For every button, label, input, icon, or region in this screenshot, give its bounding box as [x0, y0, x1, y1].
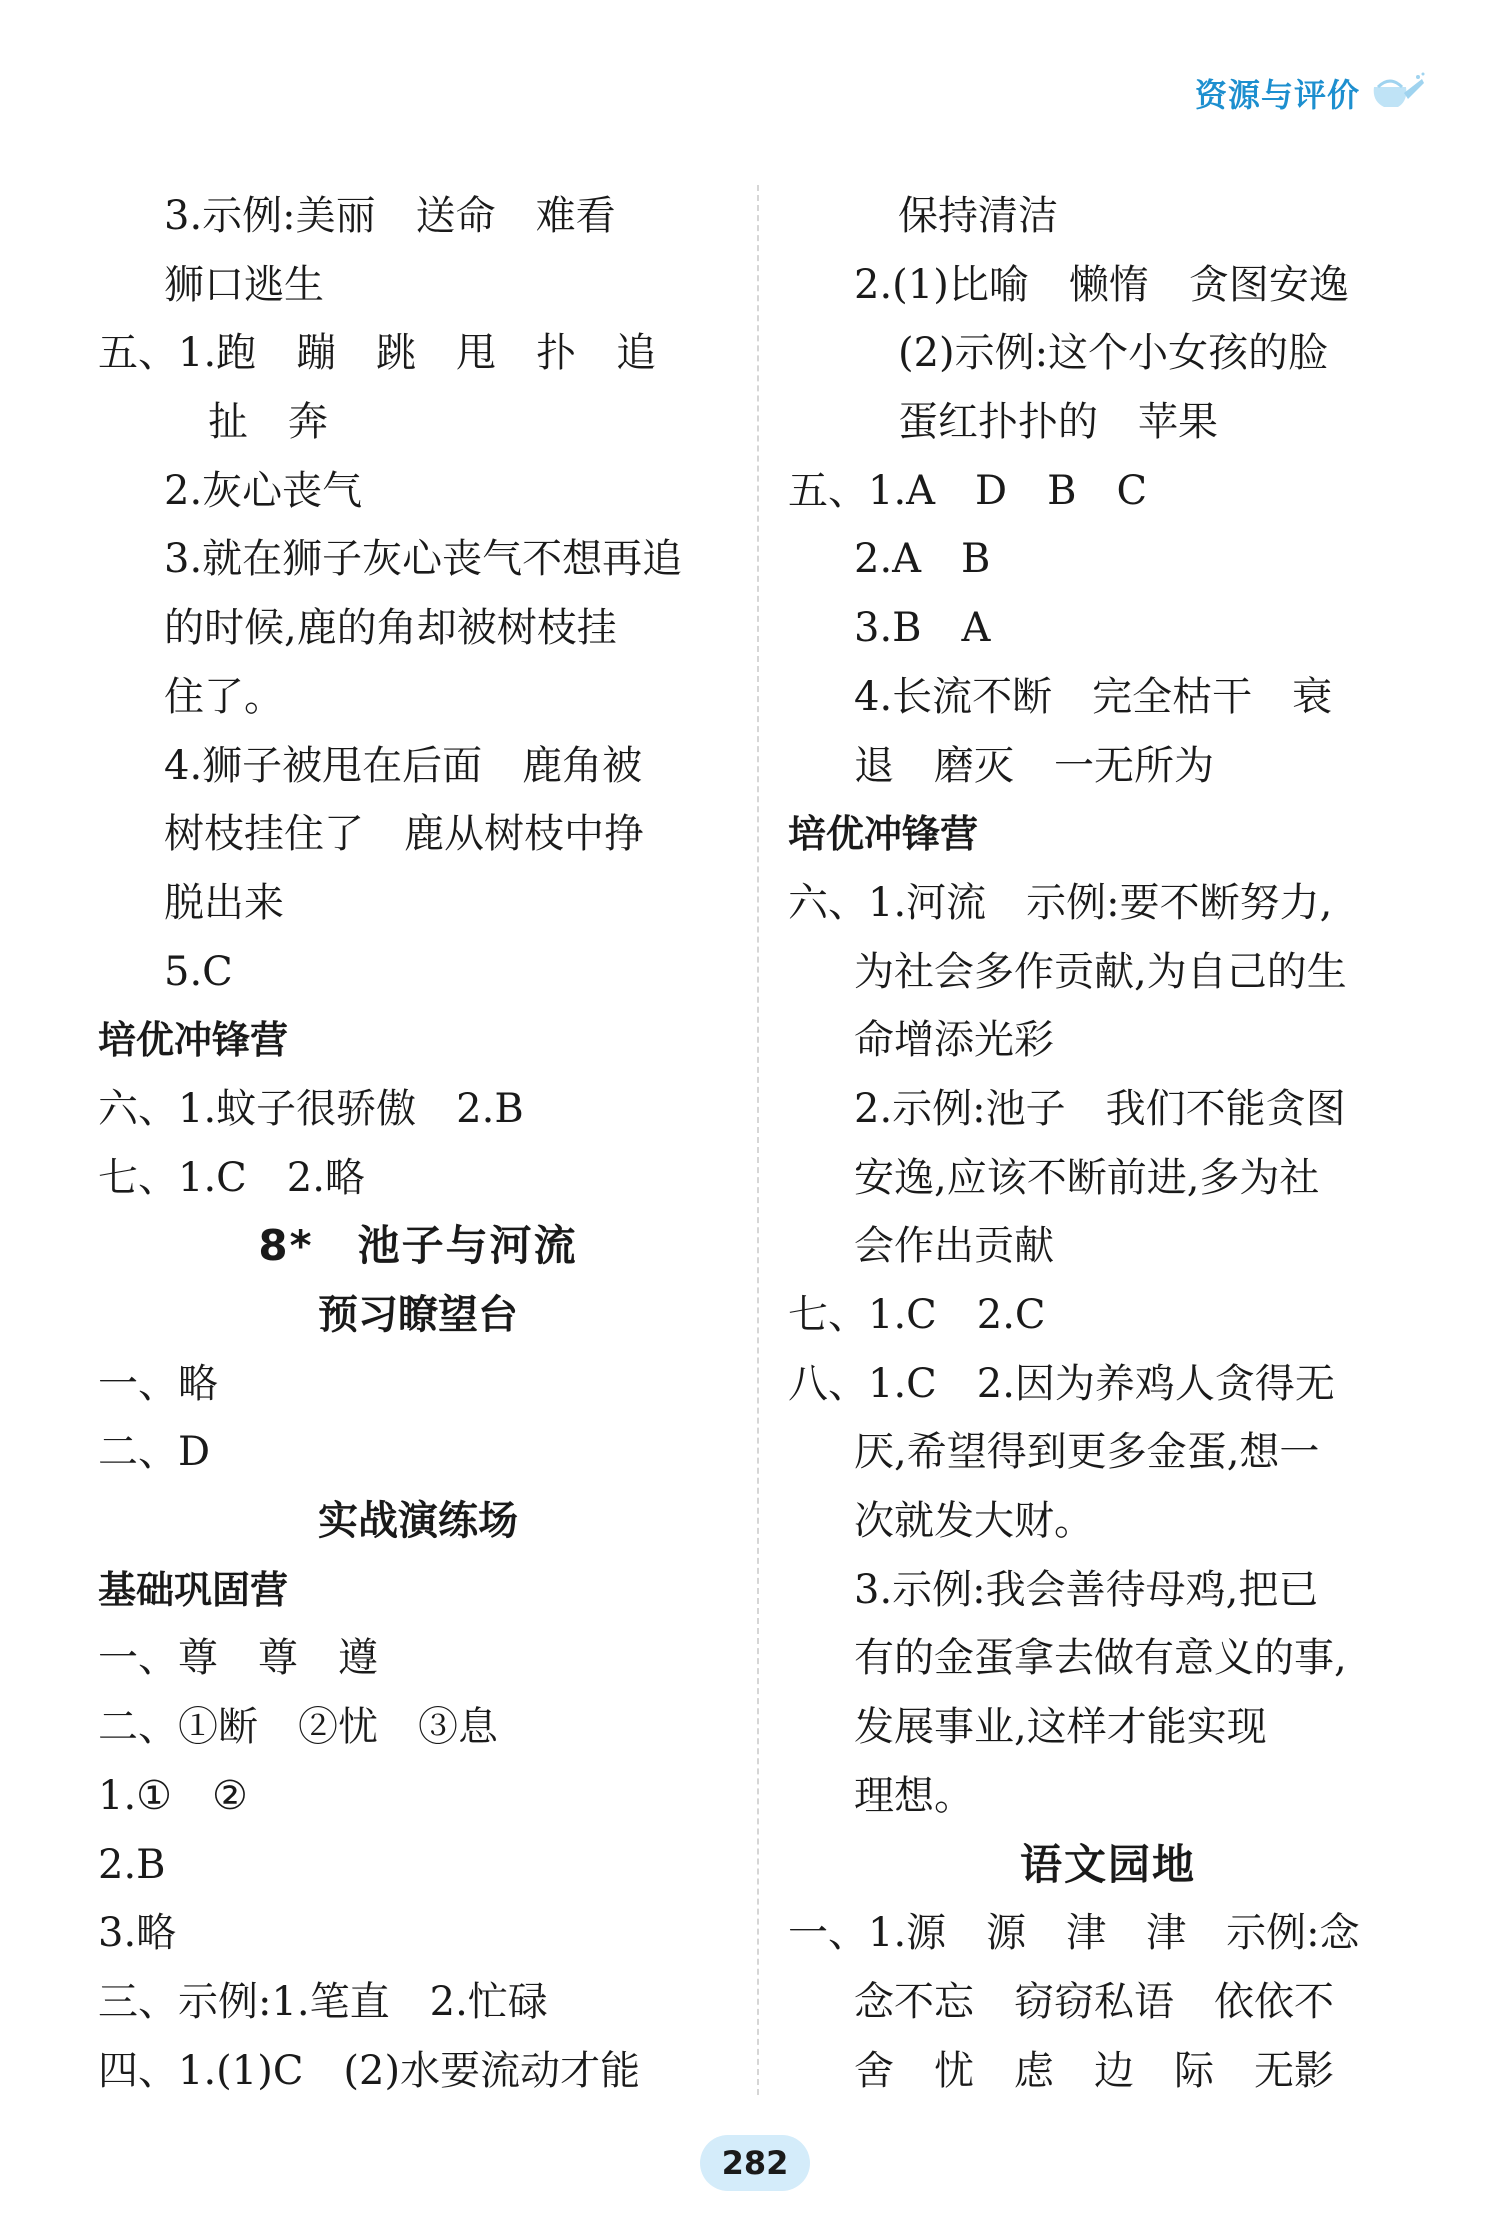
answer-line: 五、1.A D B C — [788, 467, 1148, 514]
answer-line: 次就发大财。 — [854, 1498, 1094, 1545]
answer-line: 二、D — [98, 1429, 211, 1476]
answer-line: 发展事业,这样才能实现 — [854, 1704, 1267, 1751]
answer-line: 2.A B — [854, 536, 991, 583]
answer-line: 3.B A — [854, 605, 991, 652]
answer-line: 树枝挂住了 鹿从树枝中挣 — [164, 811, 644, 858]
answer-line: 1.① ② — [98, 1772, 248, 1819]
section-heading: 基础巩固营 — [98, 1567, 289, 1612]
answer-line: 六、1.蚊子很骄傲 2.B — [98, 1085, 524, 1132]
answer-line: 2.灰心丧气 — [164, 467, 363, 514]
answer-line: 六、1.河流 示例:要不断努力, — [788, 879, 1333, 926]
answer-line: 3.示例:我会善待母鸡,把已 — [854, 1566, 1319, 1613]
answer-line: 二、①断 ②忧 ③息 — [98, 1704, 498, 1751]
answer-line: 5.C — [164, 948, 233, 995]
header-title: 资源与评价 — [1194, 76, 1360, 114]
answer-line: 2.B — [98, 1841, 166, 1888]
answer-line: 住了。 — [164, 673, 284, 720]
answer-line: 一、1.源 源 津 津 示例:念 — [788, 1910, 1360, 1957]
answer-line: 七、1.C 2.C — [788, 1292, 1046, 1338]
answer-line: 为社会多作贡献,为自己的生 — [854, 948, 1347, 995]
answer-line: 厌,希望得到更多金蛋,想一 — [854, 1429, 1320, 1476]
answer-line: 舍 忧 虑 边 际 无影 — [854, 2047, 1334, 2094]
answer-line: 安逸,应该不断前进,多为社 — [854, 1154, 1320, 1201]
left-column — [98, 182, 738, 2105]
answer-line: 退 磨灭 一无所为 — [854, 742, 1214, 789]
page-header — [1195, 70, 1426, 116]
column-divider — [757, 185, 759, 2095]
answer-line: 3.略 — [98, 1910, 177, 1957]
answer-line: 五、1.跑 蹦 跳 甩 扑 追 — [98, 330, 657, 377]
answer-line: 2.(1)比喻 懒惰 贪图安逸 — [854, 261, 1349, 308]
answer-line: 命增添光彩 — [854, 1017, 1054, 1064]
watering-can-icon — [1368, 71, 1426, 115]
answer-line: 会作出贡献 — [854, 1223, 1054, 1270]
answer-line: 脱出来 — [164, 879, 284, 926]
answer-line: 一、略 — [98, 1360, 218, 1407]
answer-line: 三、示例:1.笔直 2.忙碌 — [98, 1978, 548, 2025]
answer-line: 的时候,鹿的角却被树枝挂 — [164, 605, 617, 652]
answer-line: 3.就在狮子灰心丧气不想再追 — [164, 536, 683, 583]
answer-line: 蛋红扑扑的 苹果 — [898, 399, 1218, 446]
section-heading: 实战演练场 — [318, 1498, 518, 1545]
answer-line: 理想。 — [854, 1772, 974, 1819]
section-heading: 8* 池子与河流 — [258, 1221, 578, 1271]
answer-line: 扯 奔 — [208, 399, 328, 446]
answer-line: (2)示例:这个小女孩的脸 — [898, 330, 1329, 377]
answer-line: 4.狮子被甩在后面 鹿角被 — [164, 742, 643, 789]
answer-line: 七、1.C 2.略 — [98, 1154, 365, 1201]
answer-line: 4.长流不断 完全枯干 衰 — [854, 673, 1333, 720]
right-column — [788, 182, 1428, 2105]
answer-line: 四、1.(1)C (2)水要流动才能 — [98, 2047, 641, 2094]
answer-line: 一、尊 尊 遵 — [98, 1635, 378, 1682]
section-heading: 培优冲锋营 — [788, 812, 979, 857]
section-heading: 语文园地 — [1019, 1839, 1196, 1889]
section-heading: 培优冲锋营 — [98, 1018, 289, 1063]
page-number: 282 — [700, 2135, 810, 2191]
answer-line: 狮口逃生 — [164, 261, 324, 308]
answer-line: 2.示例:池子 我们不能贪图 — [854, 1085, 1346, 1132]
answer-line: 有的金蛋拿去做有意义的事, — [854, 1635, 1347, 1682]
section-heading: 预习瞭望台 — [318, 1292, 518, 1338]
answer-line: 念不忘 窃窃私语 依依不 — [854, 1978, 1334, 2025]
answer-line: 保持清洁 — [898, 193, 1058, 239]
answer-line: 八、1.C 2.因为养鸡人贪得无 — [788, 1360, 1335, 1407]
answer-line: 3.示例:美丽 送命 难看 — [164, 193, 616, 239]
